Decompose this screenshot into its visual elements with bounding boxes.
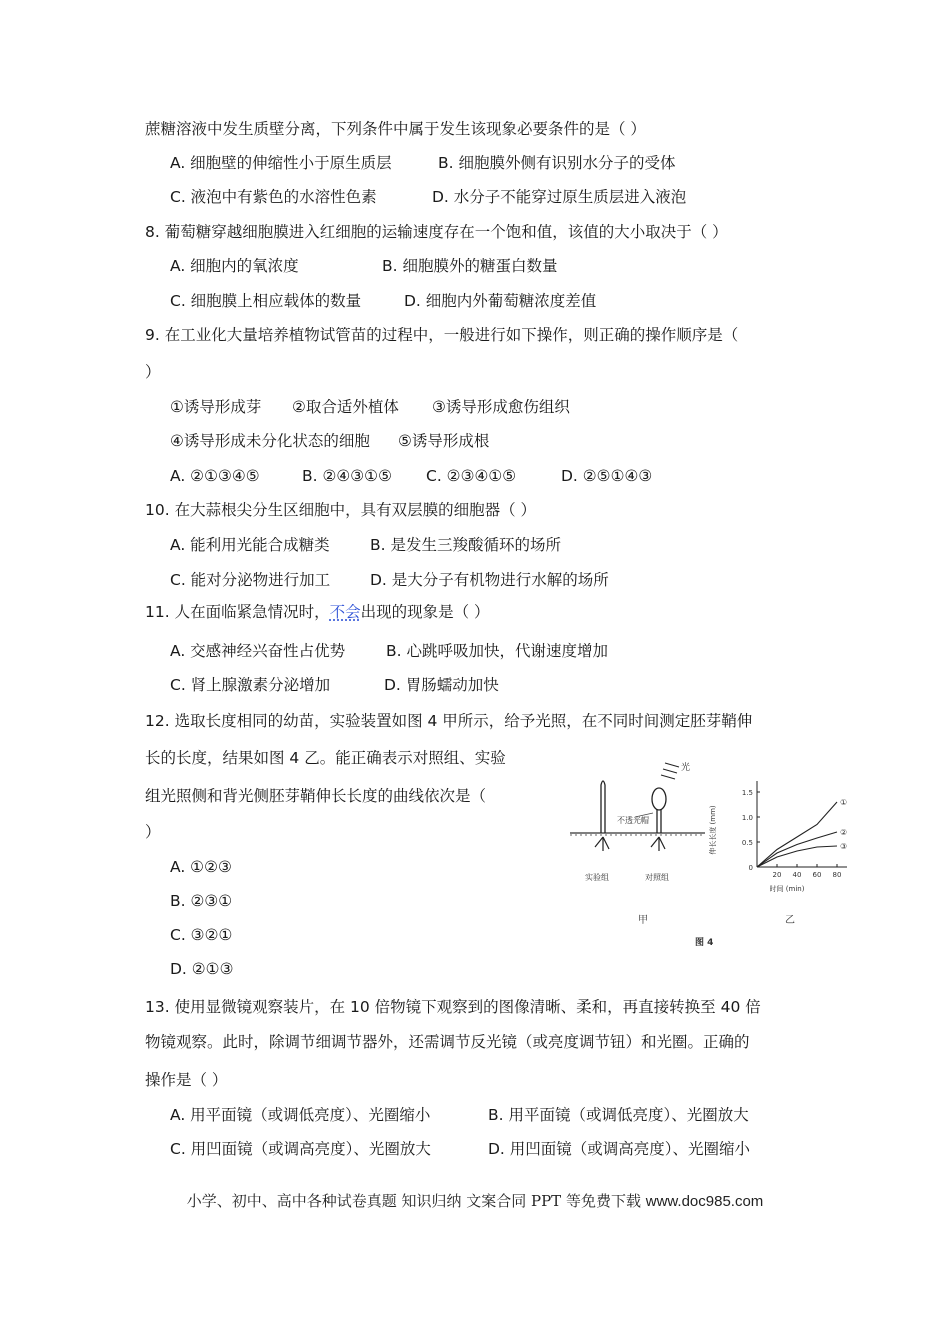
series-label-3: ③	[840, 842, 848, 851]
q10-option-a: A. 能利用光能合成糖类	[170, 536, 330, 554]
question-11-stem	[145, 601, 490, 623]
exp-group-label: 实验组	[585, 873, 609, 882]
q10-option-c: C. 能对分泌物进行加工	[170, 571, 331, 589]
cap-label: 不透光帽	[617, 816, 649, 825]
q11-emphasis: 不会	[329, 603, 361, 621]
q7-option-a: A. 细胞壁的伸缩性小于原生质层	[170, 154, 392, 172]
q9-option-d: D. ②⑤①④③	[561, 467, 653, 485]
question-9-stem: 9. 在工业化大量培养植物试管苗的过程中，一般进行如下操作，则正确的操作顺序是（	[145, 326, 739, 344]
yi-label: 乙	[785, 915, 795, 926]
q9-option-b: B. ②④③①⑤	[302, 467, 392, 485]
y-tick-label: 0	[748, 864, 753, 872]
x-tick-label: 80	[832, 871, 842, 879]
q9-step-4: ④诱导形成未分化状态的细胞	[170, 432, 370, 450]
question-9-stem-cont: ）	[145, 363, 161, 381]
q8-option-b: B. 细胞膜外的糖蛋白数量	[382, 257, 558, 275]
question-13-line-2: 物镜观察。此时，除调节细调节器外，还需调节反光镜（或亮度调节钮）和光圈。正确的	[145, 1033, 750, 1051]
series-label-2: ②	[840, 828, 848, 837]
series-label-1: ①	[840, 798, 848, 807]
jia-label: 甲	[638, 915, 648, 926]
roots-ctrl	[651, 837, 665, 851]
figure-4	[565, 755, 865, 955]
q12-option-b: B. ②③①	[170, 892, 233, 910]
y-tick-label: 0.5	[741, 839, 753, 847]
footer-url[interactable]: www.doc985.com	[645, 1193, 764, 1210]
question-12-line-1: 12. 选取长度相同的幼苗，实验装置如图 4 甲所示，给予光照，在不同时间测定胚芽鞘伸	[145, 712, 753, 730]
q11-stem-post: 出现的现象是（ ）	[360, 603, 490, 621]
q10-option-d: D. 是大分子有机物进行水解的场所	[370, 571, 609, 589]
q13-option-b: B. 用平面镜（或调低亮度）、光圈放大	[488, 1106, 749, 1124]
x-tick-label: 40	[792, 871, 802, 879]
q12-option-a: A. ①②③	[170, 858, 232, 876]
figure-yi-chart	[708, 781, 847, 926]
q13-option-a: A. 用平面镜（或调低亮度）、光圈缩小	[170, 1106, 431, 1124]
light-arrows	[661, 763, 679, 779]
y-tick-label: 1.0	[741, 814, 753, 822]
x-tick-label: 20	[772, 871, 782, 879]
opaque-cap	[652, 788, 666, 810]
q11-option-d: D. 胃肠蠕动加快	[384, 676, 499, 694]
q12-option-d: D. ②①③	[170, 960, 234, 978]
question-13-line-1: 13. 使用显微镜观察装片，在 10 倍物镜下观察到的图像清晰、柔和，再直接转换至 40 倍	[145, 998, 761, 1016]
q11-option-b: B. 心跳呼吸加快，代谢速度增加	[386, 642, 608, 660]
q12-option-c: C. ③②①	[170, 926, 233, 944]
q11-stem-pre: 11. 人在面临紧急情况时，	[145, 603, 330, 621]
q10-option-b: B. 是发生三羧酸循环的场所	[370, 536, 561, 554]
q7-option-d: D. 水分子不能穿过原生质层进入液泡	[432, 188, 687, 206]
x-tick-label: 60	[812, 871, 822, 879]
question-12-line-4: ）	[145, 823, 161, 841]
question-10-stem: 10. 在大蒜根尖分生区细胞中，具有双层膜的细胞器（ ）	[145, 501, 537, 519]
question-8-stem: 8. 葡萄糖穿越细胞膜进入红细胞的运输速度存在一个饱和值，该值的大小取决于（ ）	[145, 223, 728, 241]
q13-option-d: D. 用凹面镜（或调高亮度）、光圈缩小	[488, 1140, 751, 1158]
q9-option-a: A. ②①③④⑤	[170, 467, 260, 485]
q11-option-a: A. 交感神经兴奋性占优势	[170, 642, 346, 660]
q13-option-c: C. 用凹面镜（或调高亮度）、光圈放大	[170, 1140, 431, 1158]
x-axis-label: 时间 (min)	[769, 885, 805, 893]
q8-option-c: C. 细胞膜上相应载体的数量	[170, 292, 362, 310]
light-label: 光	[681, 763, 691, 773]
question-7-stem-tail: 蔗糖溶液中发生质壁分离，下列条件中属于发生该现象必要条件的是（ ）	[145, 120, 646, 138]
question-12-line-3: 组光照侧和背光侧胚芽鞘伸长长度的曲线依次是（	[145, 787, 487, 805]
q7-option-b: B. 细胞膜外侧有识别水分子的受体	[438, 154, 676, 172]
q9-step-5: ⑤诱导形成根	[398, 432, 490, 450]
q9-step-1: ①诱导形成芽	[170, 398, 262, 416]
seedling-ctrl	[657, 807, 661, 833]
footer-text: 小学、初中、高中各种试卷真题 知识归纳 文案合同 PPT 等免费下载	[186, 1192, 641, 1210]
ctrl-group-label: 对照组	[645, 873, 669, 882]
roots-exp	[595, 837, 609, 851]
page-footer	[0, 1190, 950, 1211]
q9-option-c: C. ②③④①⑤	[426, 467, 517, 485]
q9-step-2: ②取合适外植体	[292, 398, 399, 416]
y-tick-label: 1.5	[741, 789, 753, 797]
figure-caption: 图 4	[695, 938, 714, 948]
y-axis-label: 伸长长度 (mm)	[709, 805, 717, 855]
series-line-1	[757, 802, 837, 867]
q9-step-3: ③诱导形成愈伤组织	[432, 398, 570, 416]
question-13-line-3: 操作是（ ）	[145, 1071, 228, 1089]
q8-option-a: A. 细胞内的氧浓度	[170, 257, 299, 275]
seedling-exp	[601, 781, 605, 833]
question-12-line-2: 长的长度，结果如图 4 乙。能正确表示对照组、实验	[145, 749, 506, 767]
figure-jia	[570, 761, 705, 926]
q8-option-d: D. 细胞内外葡萄糖浓度差值	[404, 292, 597, 310]
q11-option-c: C. 肾上腺激素分泌增加	[170, 676, 331, 694]
q7-option-c: C. 液泡中有紫色的水溶性色素	[170, 188, 377, 206]
